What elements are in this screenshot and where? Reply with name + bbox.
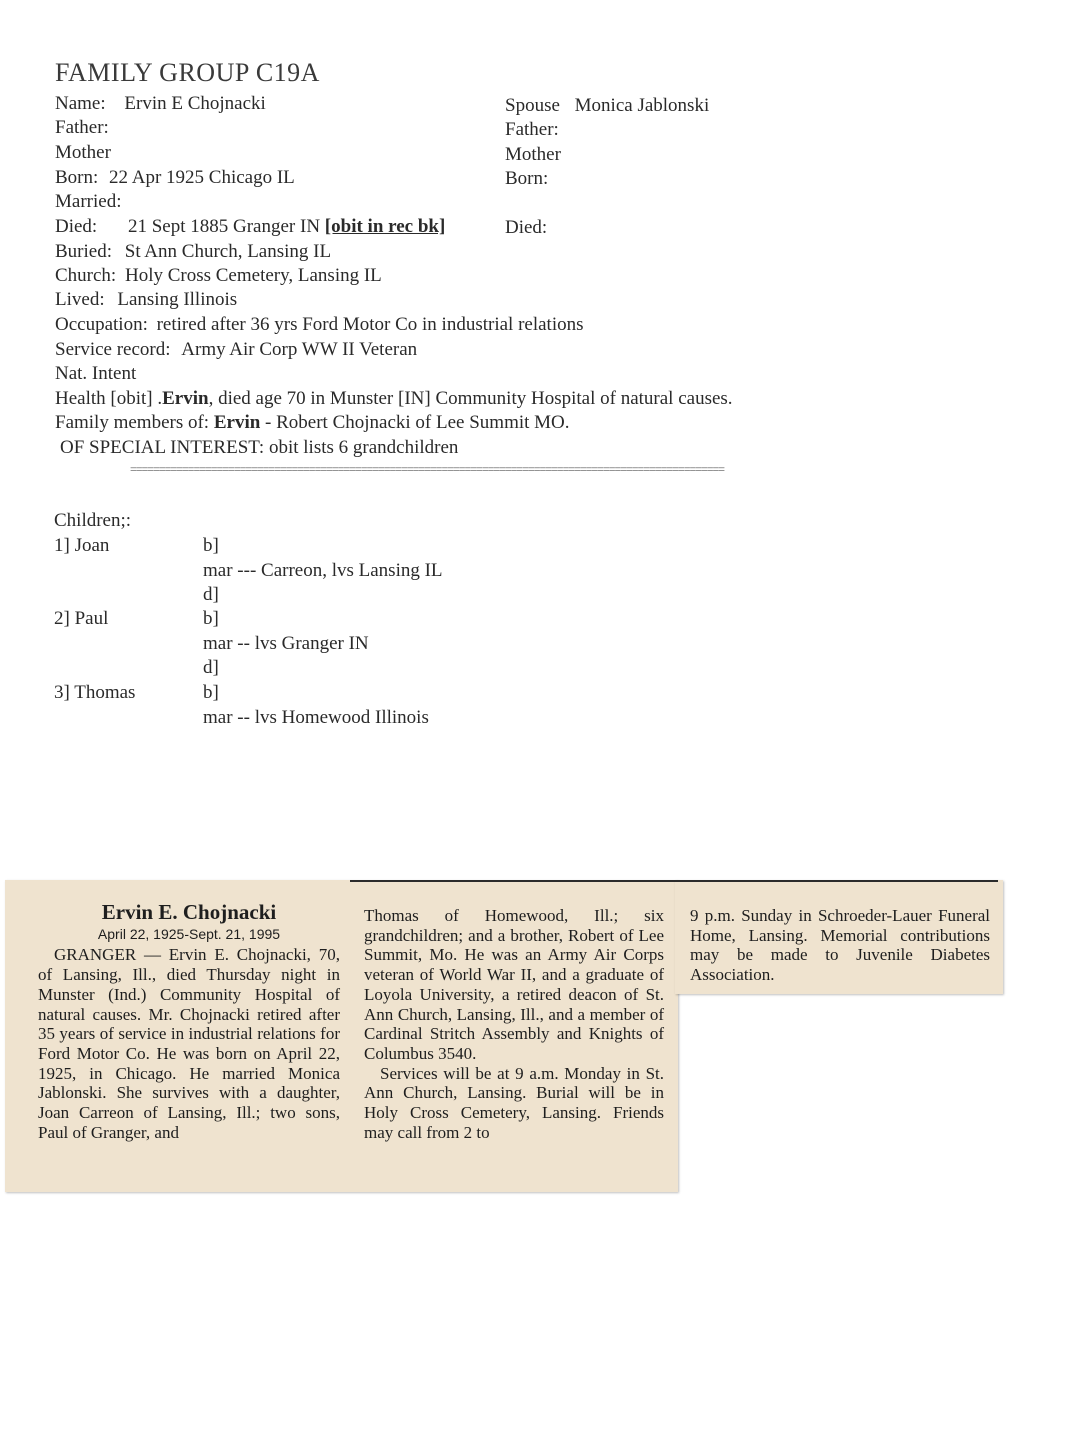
obit-note-link[interactable]: [obit in rec bk] — [324, 216, 446, 237]
spouse-born-label: Born: — [505, 168, 549, 189]
died-value: 21 Sept 1885 Granger IN — [127, 216, 321, 237]
lived-row — [55, 288, 237, 312]
clipping-top-rule — [350, 880, 998, 882]
service-value: Army Air Corp WW II Veteran — [181, 339, 418, 360]
children-heading: Children;: — [54, 510, 132, 531]
page-title: FAMILY GROUP C19A — [55, 58, 320, 87]
child-1-label: 1] Joan — [54, 535, 110, 556]
obituary-dates: April 22, 1925-Sept. 21, 1995 — [97, 925, 281, 942]
family-name: Ervin — [213, 412, 261, 433]
child-3-born: b] — [203, 682, 219, 703]
nat-intent-label: Nat. Intent — [55, 363, 137, 384]
child-1-born: b] — [203, 535, 219, 556]
health-row — [55, 387, 733, 411]
child-3-married: mar -- lvs Homewood Illinois — [203, 707, 429, 728]
health-name: Ervin — [162, 388, 209, 409]
mother-label: Mother — [55, 142, 111, 163]
obituary-paragraph-4: 9 p.m. Sunday in Schroeder-Lauer Funeral Home, Lansing. Memorial contributions may be made to Juvenile Diabetes Association. — [690, 906, 990, 985]
spouse-row — [505, 94, 709, 118]
special-label: OF SPECIAL INTEREST: — [60, 437, 265, 458]
spouse-label: Spouse — [505, 95, 560, 116]
obituary-headline: Ervin E. Chojnacki — [101, 900, 277, 924]
obituary-column-3 — [690, 906, 990, 985]
occupation-row — [55, 313, 584, 337]
service-label: Service record: — [55, 339, 171, 360]
health-text: , died age 70 in Munster [IN] Community Hospital of natural causes. — [208, 388, 733, 409]
obituary-paragraph-2: Thomas of Homewood, Ill.; six grandchildren; and a brother, Robert of Lee Summit, Mo. He was an Army Air Corps veteran of World War II, and a graduate of Loyola University, a retired deacon of St. Ann Church, Lansing, Ill., and a member of Cardinal Stritch Assembly and Knights of Columbus 3540. — [364, 906, 664, 1063]
died-label: Died: — [55, 216, 98, 237]
occupation-label: Occupation: — [55, 314, 148, 335]
died-row — [55, 215, 445, 239]
obituary-column-2 — [364, 906, 664, 1142]
lived-label: Lived: — [55, 289, 105, 310]
obituary-paragraph-1: GRANGER — Ervin E. Chojnacki, 70, of Lansing, Ill., died Thursday night in Munster (Ind.) Community Hospital of natural causes. Mr. Chojnacki retired after 35 years of service in industrial relations for Ford Motor Co. He was born on April 22, 1925, in Chicago. He married Monica Jablonski. She survives with a daughter, Joan Carreon of Lansing, Ill.; two sons, Paul of Granger, and — [38, 945, 340, 1142]
child-2-married: mar -- lvs Granger IN — [203, 633, 369, 654]
occupation-value: retired after 36 yrs Ford Motor Co in industrial relations — [156, 314, 584, 335]
born-label: Born: — [55, 167, 99, 188]
church-row — [55, 264, 382, 288]
child-1-married: mar --- Carreon, lvs Lansing IL — [203, 560, 443, 581]
child-2-born: b] — [203, 608, 219, 629]
obituary-column-1 — [38, 900, 340, 1142]
lived-value: Lansing Illinois — [117, 289, 238, 310]
family-text: - Robert Chojnacki of Lee Summit MO. — [260, 412, 570, 433]
special-value: obit lists 6 grandchildren — [268, 437, 459, 458]
child-2-died: d] — [203, 657, 219, 678]
service-row — [55, 338, 417, 362]
buried-value: St Ann Church, Lansing IL — [124, 241, 332, 262]
buried-row — [55, 240, 331, 264]
child-1-died: d] — [203, 584, 219, 605]
church-value: Holy Cross Cemetery, Lansing IL — [124, 265, 382, 286]
name-row — [55, 92, 266, 116]
special-interest-row — [60, 436, 458, 460]
spouse-father-label: Father: — [505, 119, 559, 140]
name-label: Name: — [55, 93, 106, 114]
buried-label: Buried: — [55, 241, 112, 262]
separator-rule: ======================================================================================================= — [130, 462, 725, 476]
church-label: Church: — [55, 265, 117, 286]
spouse-name: Monica Jablonski — [574, 95, 710, 116]
obituary-paragraph-3: Services will be at 9 a.m. Monday in St. Ann Church, Lansing. Burial will be in Holy Cross Cemetery, Lansing. Friends may call from 2 to — [364, 1063, 664, 1142]
child-3-label: 3] Thomas — [54, 682, 136, 703]
father-label: Father: — [55, 117, 109, 138]
spouse-mother-label: Mother — [505, 144, 561, 165]
name-value: Ervin E Chojnacki — [124, 93, 266, 114]
born-value: 22 Apr 1925 Chicago IL — [109, 167, 295, 188]
child-2-label: 2] Paul — [54, 608, 109, 629]
spouse-died-label: Died: — [505, 217, 548, 238]
family-row — [55, 411, 570, 435]
health-prefix: Health [obit] . — [55, 388, 163, 409]
family-prefix: Family members of: — [55, 412, 214, 433]
married-label: Married: — [55, 191, 122, 212]
born-row — [55, 166, 295, 190]
